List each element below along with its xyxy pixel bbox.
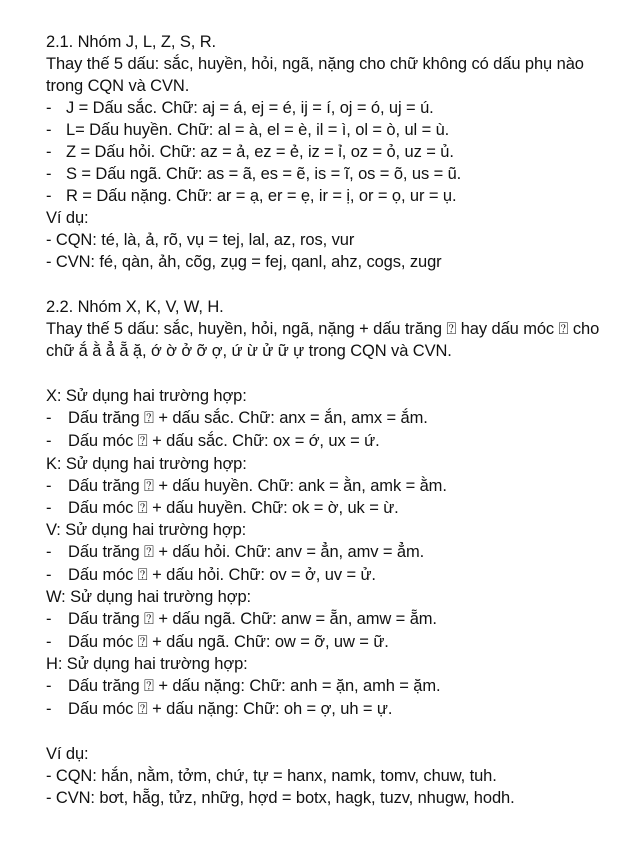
bullet-dash: -: [46, 610, 52, 628]
section-2-2-example-cvn: - CVN: bơt, hẵg, tửz, nhữg, hợd = botx, hagk, tuzv, nhugw, hodh.: [46, 789, 515, 807]
group-item-text: Dấu móc ⍰ + dấu ngã. Chữ: ow = ỡ, uw = ữ.: [68, 633, 389, 651]
group-k-title: K: Sử dụng hai trường hợp:: [46, 455, 247, 473]
section-2-1-example-cqn: - CQN: té, là, ả, rõ, vụ = tej, lal, az, ros, vur: [46, 231, 355, 249]
bullet-dash: -: [46, 677, 52, 695]
group-w-title: W: Sử dụng hai trường hợp:: [46, 588, 252, 606]
section-2-2-intro-line-1: Thay thế 5 dấu: sắc, huyền, hỏi, ngã, nặng + dấu trăng ⍰ hay dấu móc ⍰ cho: [46, 320, 600, 338]
bullet-dash: -: [46, 143, 52, 161]
section-2-2-heading: 2.2. Nhóm X, K, V, W, H.: [46, 298, 224, 316]
bullet-dash: -: [46, 477, 52, 495]
group-item-text: Dấu trăng ⍰ + dấu nặng: Chữ: anh = ặn, amh = ặm.: [68, 677, 441, 695]
group-item-text: Dấu trăng ⍰ + dấu hỏi. Chữ: anv = ẳn, amv = ẳm.: [68, 543, 425, 561]
section-2-2-example-label: Ví dụ:: [46, 745, 89, 763]
group-item-text: Dấu trăng ⍰ + dấu sắc. Chữ: anx = ắn, amx = ắm.: [68, 409, 428, 427]
rule-text: J = Dấu sắc. Chữ: aj = á, ej = é, ij = í, oj = ó, uj = ú.: [66, 99, 434, 117]
rule-text: S = Dấu ngã. Chữ: as = ã, es = ẽ, is = ĩ, os = õ, us = ũ.: [66, 165, 462, 183]
group-item-text: Dấu móc ⍰ + dấu huyền. Chữ: ok = ờ, uk = ừ.: [68, 499, 399, 517]
group-item-text: Dấu trăng ⍰ + dấu ngã. Chữ: anw = ẵn, amw = ẵm.: [68, 610, 437, 628]
group-item-text: Dấu trăng ⍰ + dấu huyền. Chữ: ank = ằn, amk = ằm.: [68, 477, 447, 495]
group-h-title: H: Sử dụng hai trường hợp:: [46, 655, 248, 673]
bullet-dash: -: [46, 99, 52, 117]
rule-text: L= Dấu huyền. Chữ: al = à, el = è, il = ì, ol = ò, ul = ù.: [66, 121, 450, 139]
group-item-text: Dấu móc ⍰ + dấu hỏi. Chữ: ov = ở, uv = ử.: [68, 566, 376, 584]
bullet-dash: -: [46, 409, 52, 427]
section-2-1-intro-line-1: Thay thế 5 dấu: sắc, huyền, hỏi, ngã, nặng cho chữ không có dấu phụ nào: [46, 55, 584, 73]
section-2-1-intro-line-2: trong CQN và CVN.: [46, 77, 190, 95]
bullet-dash: -: [46, 566, 52, 584]
bullet-dash: -: [46, 121, 52, 139]
section-2-2-intro-line-2: chữ ắ ằ ẳ ẵ ặ, ớ ờ ở ỡ ợ, ứ ừ ử ữ ự trong CQN và CVN.: [46, 342, 452, 360]
bullet-dash: -: [46, 633, 52, 651]
section-2-2-example-cqn: - CQN: hắn, nằm, tởm, chứ, tự = hanx, namk, tomv, chuw, tuh.: [46, 767, 497, 785]
group-item-text: Dấu móc ⍰ + dấu sắc. Chữ: ox = ớ, ux = ứ.: [68, 432, 380, 450]
rule-text: Z = Dấu hỏi. Chữ: az = ả, ez = ẻ, iz = ỉ, oz = ỏ, uz = ủ.: [66, 143, 454, 161]
group-item-text: Dấu móc ⍰ + dấu nặng: Chữ: oh = ợ, uh = ự.: [68, 700, 393, 718]
bullet-dash: -: [46, 700, 52, 718]
group-x-title: X: Sử dụng hai trường hợp:: [46, 387, 247, 405]
section-2-1-example-label: Ví dụ:: [46, 209, 89, 227]
section-2-1-example-cvn: - CVN: fé, qàn, ảh, cõg, zụg = fej, qanl, ahz, cogs, zugr: [46, 253, 442, 271]
bullet-dash: -: [46, 432, 52, 450]
bullet-dash: -: [46, 187, 52, 205]
bullet-dash: -: [46, 543, 52, 561]
rule-text: R = Dấu nặng. Chữ: ar = ạ, er = ẹ, ir = ị, or = ọ, ur = ụ.: [66, 187, 457, 205]
group-v-title: V: Sử dụng hai trường hợp:: [46, 521, 247, 539]
bullet-dash: -: [46, 165, 52, 183]
section-2-1-heading: 2.1. Nhóm J, L, Z, S, R.: [46, 33, 216, 51]
bullet-dash: -: [46, 499, 52, 517]
